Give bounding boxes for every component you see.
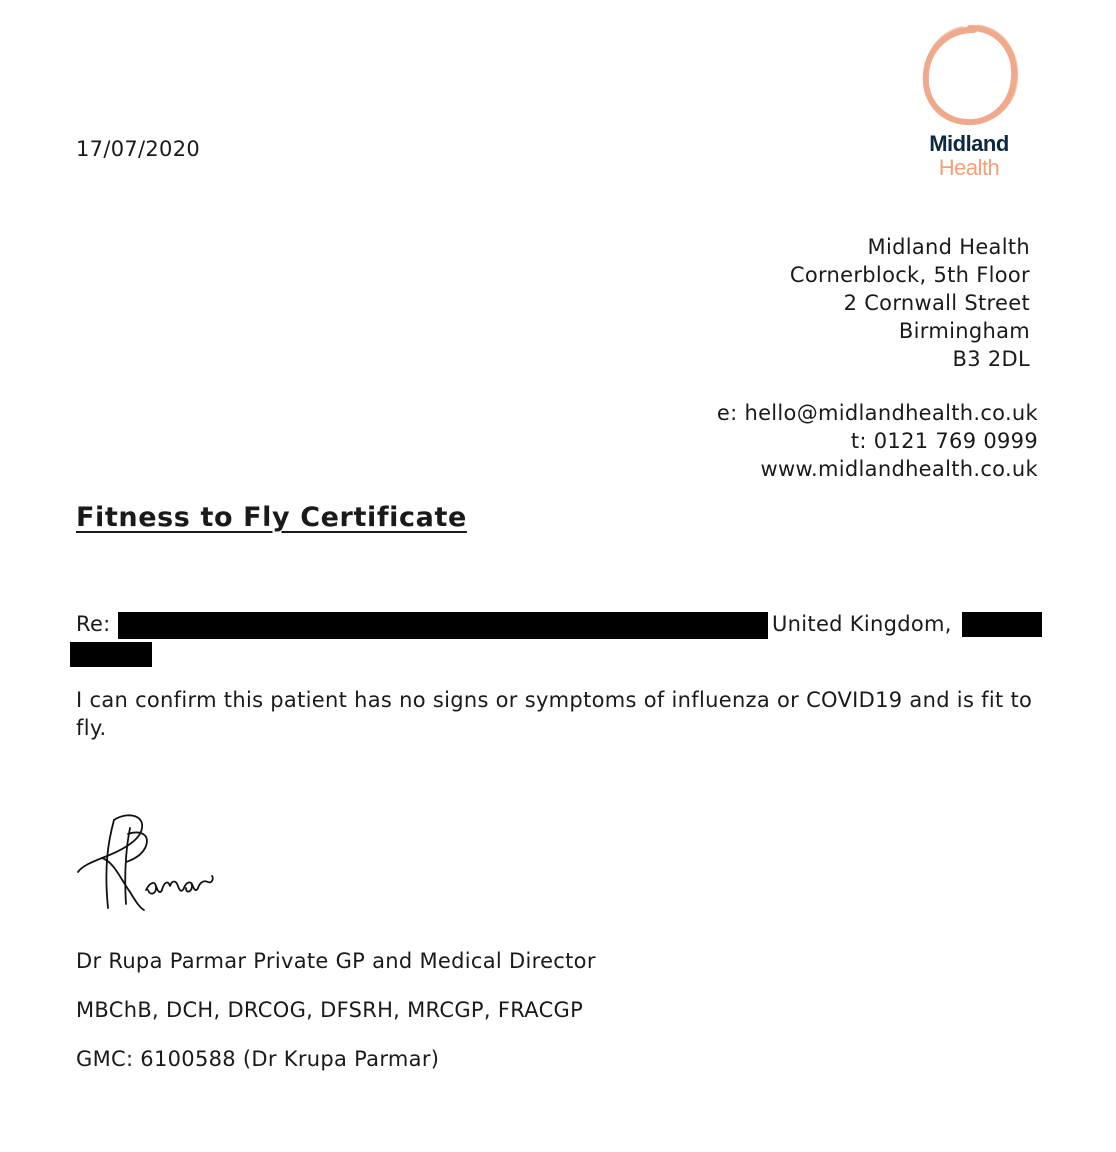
midland-health-logo: [914, 20, 1024, 185]
redaction-bar: [118, 612, 768, 639]
contact-phone: t: 0121 769 0999: [850, 429, 1038, 453]
handwritten-signature: [74, 812, 224, 916]
contact-email: e: hello@midlandhealth.co.uk: [716, 401, 1038, 425]
practice-address: [790, 233, 1030, 373]
logo-wordmark-health: Health: [938, 155, 1000, 180]
address-line: Cornerblock, 5th Floor: [789, 263, 1030, 287]
redaction-bar: [70, 642, 152, 667]
re-label: Re:: [76, 612, 111, 636]
letter-date: 17/07/2020: [76, 137, 201, 161]
contact-website: www.midlandhealth.co.uk: [760, 457, 1038, 481]
address-line: B3 2DL: [952, 347, 1030, 371]
re-country: United Kingdom,: [772, 612, 952, 636]
address-line: Midland Health: [867, 235, 1030, 259]
address-line: Birmingham: [898, 319, 1030, 343]
signatory-name: Dr Rupa Parmar Private GP and Medical Director: [76, 949, 596, 973]
logo-ring-icon: [918, 20, 1022, 130]
logo-wordmark: [914, 132, 1024, 180]
certificate-body: I can confirm this patient has no signs or symptoms of influenza or COVID19 and is fit to fly.: [76, 688, 1033, 740]
certificate-title: Fitness to Fly Certificate: [76, 502, 467, 533]
signatory-gmc-number: GMC: 6100588 (Dr Krupa Parmar): [76, 1047, 440, 1071]
practice-contact: [717, 399, 1038, 483]
address-line: 2 Cornwall Street: [843, 291, 1030, 315]
redaction-bar: [962, 612, 1042, 637]
logo-wordmark-midland: Midland: [929, 131, 1009, 156]
signatory-qualifications: MBChB, DCH, DRCOG, DFSRH, MRCGP, FRACGP: [76, 998, 584, 1022]
